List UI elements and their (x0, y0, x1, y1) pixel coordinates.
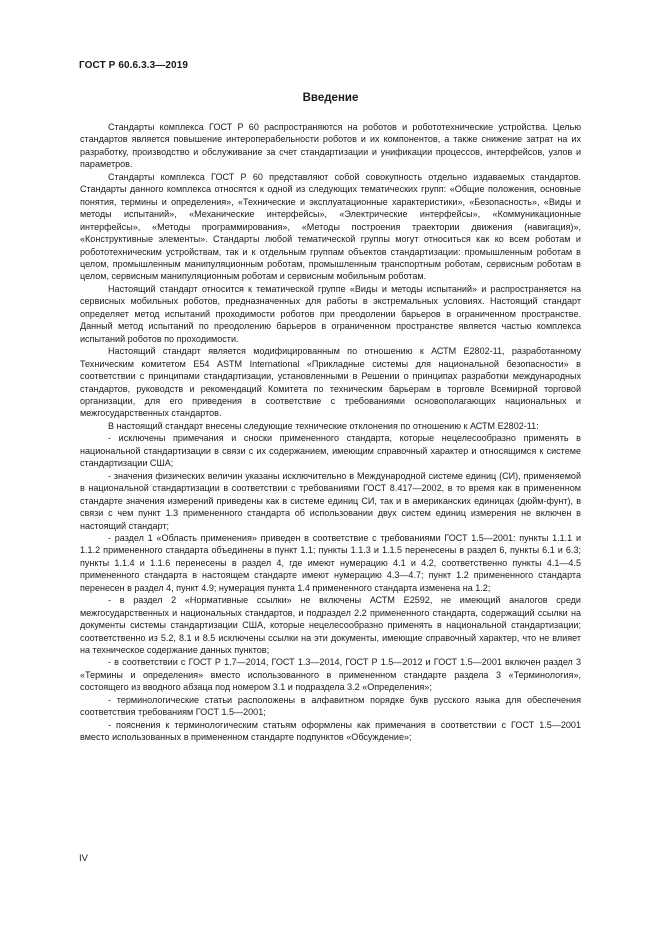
paragraph-deviations-lead: В настоящий стандарт внесены следующие технические отклонения по отношению к АСТМ Е2802-11: (108, 420, 539, 431)
paragraph-intro-scope: Стандарты комплекса ГОСТ Р 60 распространяются на роботов и робототехнические устройства. Целью стандартов является повышение интероперабельности роботов и их компонентов, а также снижение затрат на их разработку, производство и обслуживание за счет стандартизации и унификации процессов, интерфейсов, узлов и параметров. (80, 122, 581, 170)
list-item-notes-excluded: - исключены примечания и сноски примененного стандарта, которые нецелесообразно применять в национальной стандартизации в связи с их содержанием, имеющим справочный характер и относящимся к системе стандартизации США; (80, 433, 581, 469)
page-number: IV (79, 853, 88, 864)
list-item-section-2: - в раздел 2 «Нормативные ссылки» не включены АСТМ Е2592, не имеющий аналогов среди межгосударственных и национальных стандартов, и подраздел 2.2 примененного стандарта, содержащий ссылки на документы системы стандартизации США, которые нецелесообразно применять в национальной стандартизации; соответственно из 5.2, 8.1 и 8.5 исключены ссылки на эти документы, имеющие справочный характер, что не влияет на техническое содержание данных пунктов; (80, 595, 581, 656)
paragraph-modification: Настоящий стандарт является модифицированным по отношению к АСТМ Е2802-11, разработанному Техническим комитетом Е54 ASTM International «Прикладные системы для национальной безопасности» в соответствии с принципами стандартизации, установленными в Решении о принципах разработки международных стандартов, руководств и рекомендаций Комитета по техническим барьерам в торговле Всемирной торговой организации, для его приведения в соответствие с требованиями основополагающих национальных и межгосударственных стандартов. (80, 346, 581, 419)
list-item-term-notes: - пояснения к терминологическим статьям оформлены как примечания в соответствии с ГОСТ 1.5—2001 вместо использованных в примененном стандарте подпунктов «Обсуждение»; (80, 719, 581, 743)
section-title: Введение (302, 92, 359, 104)
paragraph-standard-scope: Настоящий стандарт относится к тематической группе «Виды и методы испытаний» и распространяется на сервисных мобильных роботов, предназначенных для работы в экстремальных условиях. Настоящий стандарт определяет метод испытаний проходимости роботов при преодолении барьеров в ограниченном пространстве. Данный метод испытаний по преодолению барьеров в ограниченном пространстве является частью комплекса испытаний роботов по проходимости. (80, 283, 581, 344)
body-text (80, 121, 581, 744)
list-item-section-1: - раздел 1 «Область применения» приведен в соответствие с требованиями ГОСТ 1.5—2001: пункты 1.1.1 и 1.1.2 примененного стандарта объединены в пункт 1.1; пункты 1.1.3 и 1.1.5 перенесены в раздел 6, пункты 6.1 и 6.3; пункты 1.1.4 и 1.1.6 перенесены в раздел 4, где имеют нумерацию 4.1 и 4.2, соответственно пункты 4.1—4.5 примененного стандарта в настоящем стандарте имеют нумерацию 4.3—4.7; пункт 1.2 примененного стандарта перенесен в раздел 4, пункт 4.9; нумерация пункта 1.4 примененного стандарта изменена на 1.2; (80, 532, 581, 593)
document-header-id: ГОСТ Р 60.6.3.3—2019 (79, 60, 189, 71)
list-item-alphabetical-order: - терминологические статьи расположены в алфавитном порядке букв русского языка для обеспечения соответствия требованиям ГОСТ 1.5—2001; (80, 694, 581, 718)
paragraph-thematic-groups: Стандарты комплекса ГОСТ Р 60 представляют собой совокупность отдельно издаваемых стандартов. Стандарты данного комплекса относятся к одной из следующих тематических групп: «Общие положения, основные понятия, термины и определения», «Технические и эксплуатационные характеристики», «Безопасность», «Виды и методы испытаний», «Механические интерфейсы», «Электрические интерфейсы», «Коммуникационные интерфейсы», «Методы программирования», «Методы построения траектории движения (навигация)», «Конструктивные элементы». Стандарты любой тематической группы могут относиться как ко всем роботам и робототехническим устройствам, так и к отдельным группам объектов стандартизации: промышленным роботам в целом, промышленным манипуляционным роботам, промышленным транспортным роботам, сервисным роботам в целом, сервисным манипуляционным роботам и сервисным мобильным роботам. (80, 171, 581, 282)
list-item-si-units: - значения физических величин указаны исключительно в Международной системе единиц (СИ), применяемой в национальной стандартизации в соответствии с требованиями ГОСТ 8.417—2002, в то время как в примененном стандарте значения измерений приведены как в системе единиц СИ, так и в американских единицах (дюйм-фунт), в связи с чем пункт 1.3 примененного стандарта об использовании двух систем единиц измерения не включен в настоящий стандарт; (80, 470, 581, 531)
list-item-section-3: - в соответствии с ГОСТ Р 1.7—2014, ГОСТ 1.3—2014, ГОСТ Р 1.5—2012 и ГОСТ 1.5—2001 включен раздел 3 «Термины и определения» вместо использованного в примененном стандарте раздела 3 «Терминология», состоящего из вводного абзаца под номером 3.1 и подраздела 3.2 «Определения»; (80, 657, 581, 693)
